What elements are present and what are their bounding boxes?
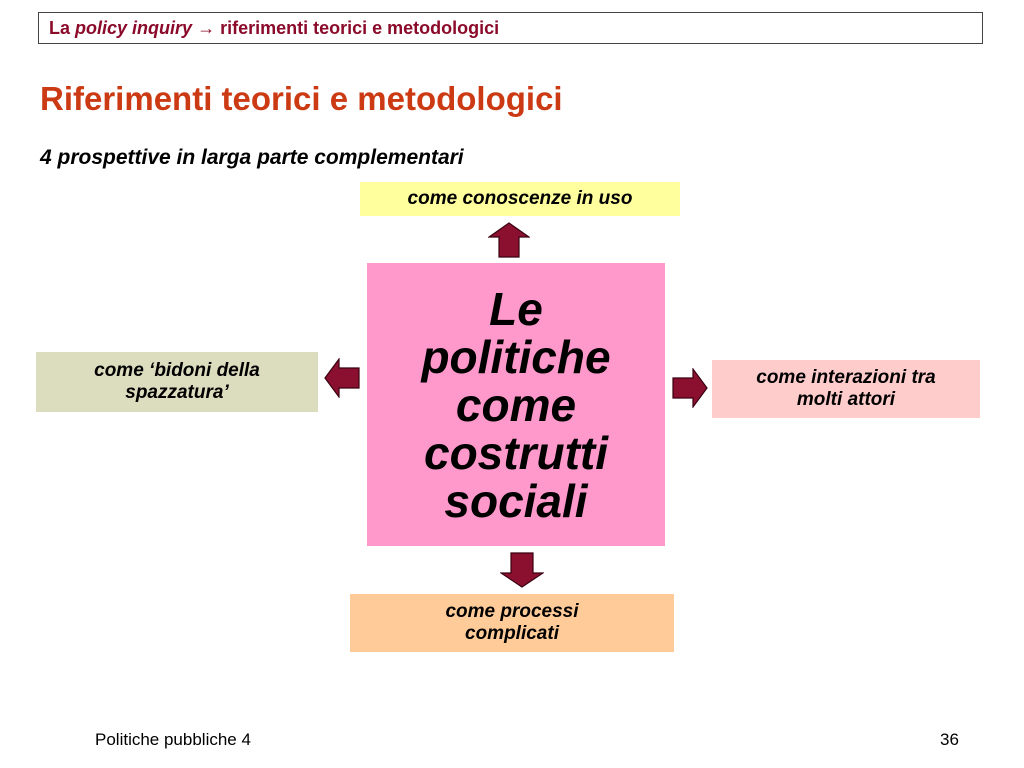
center-line-4: costrutti	[424, 426, 608, 479]
node-left-line-1: come ‘bidoni della	[94, 360, 260, 381]
slide-header	[38, 12, 983, 44]
center-line-5: sociali	[444, 474, 588, 527]
slide-title: Riferimenti teorici e metodologici	[40, 80, 563, 117]
node-bottom-line-2: complicati	[465, 623, 559, 644]
node-right-line-1: come interazioni tra	[756, 367, 936, 388]
header-prefix: La	[49, 18, 71, 38]
node-left	[36, 352, 318, 412]
header-suffix: riferimenti teorici e metodologici	[220, 18, 500, 38]
node-center	[367, 263, 665, 546]
center-line-2: politiche	[421, 330, 611, 383]
node-top	[360, 182, 680, 216]
footer-page-number: 36	[940, 730, 959, 749]
center-line-1: Le	[489, 282, 543, 335]
arrow-up-icon	[488, 222, 530, 258]
node-top-text: come conoscenze in uso	[407, 188, 633, 209]
node-right-line-2: molti attori	[796, 389, 896, 410]
arrow-right-icon	[672, 368, 708, 408]
arrow-left-icon	[324, 358, 360, 398]
slide-subtitle: 4 prospettive in larga parte complementari	[40, 146, 464, 169]
node-left-line-2: spazzatura’	[125, 382, 229, 403]
header-italic: policy inquiry	[75, 18, 193, 38]
footer-course: Politiche pubbliche 4	[95, 730, 251, 749]
arrow-down-icon	[500, 552, 544, 588]
node-right	[712, 360, 980, 418]
center-line-3: come	[455, 378, 577, 431]
node-bottom-line-1: come processi	[445, 601, 579, 622]
node-bottom	[350, 594, 674, 652]
header-arrow-icon: →	[197, 18, 216, 38]
